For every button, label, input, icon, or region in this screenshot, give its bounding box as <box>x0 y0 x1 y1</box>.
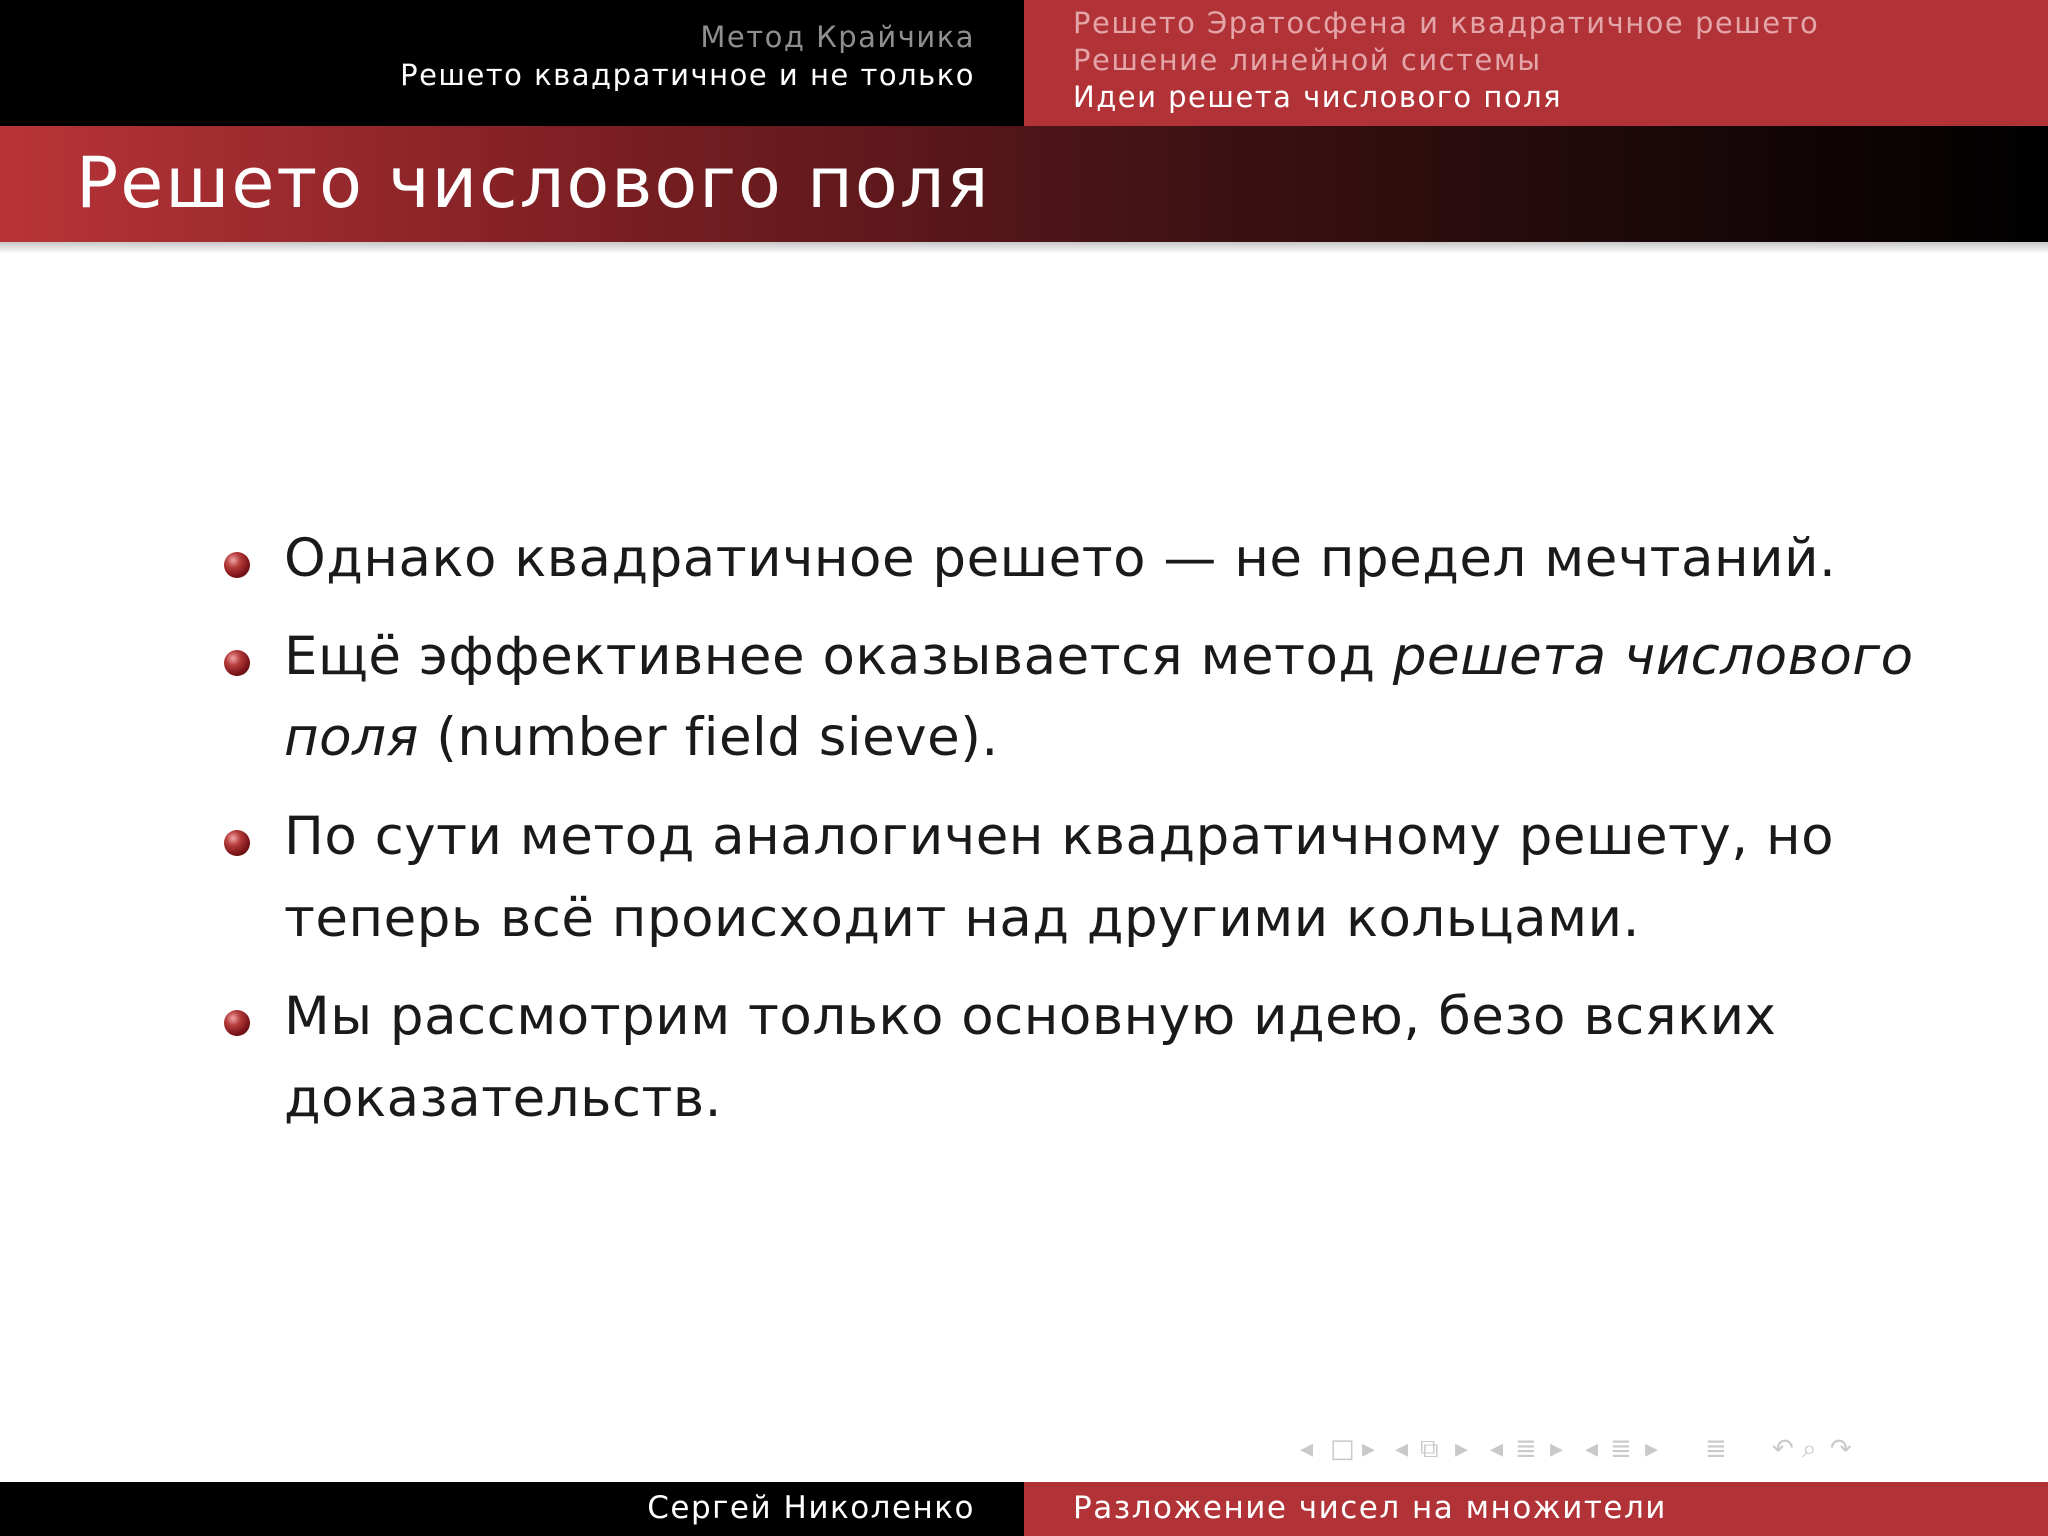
header-subsection-link[interactable]: Решето квадратичное и не только <box>400 58 975 92</box>
frame-title: Решето числового поля <box>76 142 991 224</box>
bullet-icon <box>224 650 250 676</box>
bullet-2-line-1: Ещё эффективнее оказывается метод решета числового <box>284 626 1914 687</box>
arrow-right-icon[interactable]: ▸ <box>1645 1434 1659 1464</box>
header-subsection-linear[interactable]: Решение линейной системы <box>1073 43 1542 77</box>
arrow-left-icon[interactable]: ◂ <box>1490 1434 1504 1464</box>
footer-talk-title: Разложение чисел на множители <box>1073 1490 1667 1526</box>
bullet-2-line-2: поля (number field sieve). <box>284 707 999 768</box>
arrow-left-icon[interactable]: ◂ <box>1585 1434 1599 1464</box>
search-icon[interactable]: ⌕ <box>1802 1434 1817 1464</box>
header-subsection-nfs[interactable]: Идеи решета числового поля <box>1073 80 1563 114</box>
arrow-right-icon[interactable]: ▸ <box>1362 1434 1376 1464</box>
section-icon[interactable]: ≣ <box>1515 1434 1537 1464</box>
bullet-1-line-1: Однако квадратичное решето — не предел мечтаний. <box>284 528 1837 589</box>
section-icon[interactable]: ≣ <box>1610 1434 1632 1464</box>
redo-icon[interactable]: ↷ <box>1830 1434 1852 1464</box>
frame-icon[interactable]: □ <box>1330 1434 1355 1464</box>
bullet-4-line-1: Мы рассмотрим только основную идею, безо всяких <box>284 986 1777 1047</box>
arrow-right-icon[interactable]: ▸ <box>1550 1434 1564 1464</box>
undo-icon[interactable]: ↶ <box>1772 1434 1794 1464</box>
arrow-left-icon[interactable]: ◂ <box>1395 1434 1409 1464</box>
bullet-3-line-1: По сути метод аналогичен квадратичному решету, но <box>284 806 1835 867</box>
header-section-link[interactable]: Метод Крайчика <box>700 20 975 54</box>
arrow-right-icon[interactable]: ▸ <box>1455 1434 1469 1464</box>
beamer-navigation <box>1300 1434 2030 1470</box>
bullet-icon <box>224 1010 250 1036</box>
bullet-icon <box>224 830 250 856</box>
subsection-icon[interactable]: ⧉ <box>1420 1434 1439 1464</box>
bullet-3-line-2: теперь всё происходит над другими кольцами. <box>284 888 1640 949</box>
bullet-icon <box>224 552 250 578</box>
arrow-left-icon[interactable]: ◂ <box>1300 1434 1314 1464</box>
bullet-4-line-2: доказательств. <box>284 1068 722 1129</box>
footer-author: Сергей Николенко <box>647 1490 975 1526</box>
align-icon[interactable]: ≣ <box>1705 1434 1727 1464</box>
header-subsection-sieve[interactable]: Решето Эратосфена и квадратичное решето <box>1073 6 1820 40</box>
